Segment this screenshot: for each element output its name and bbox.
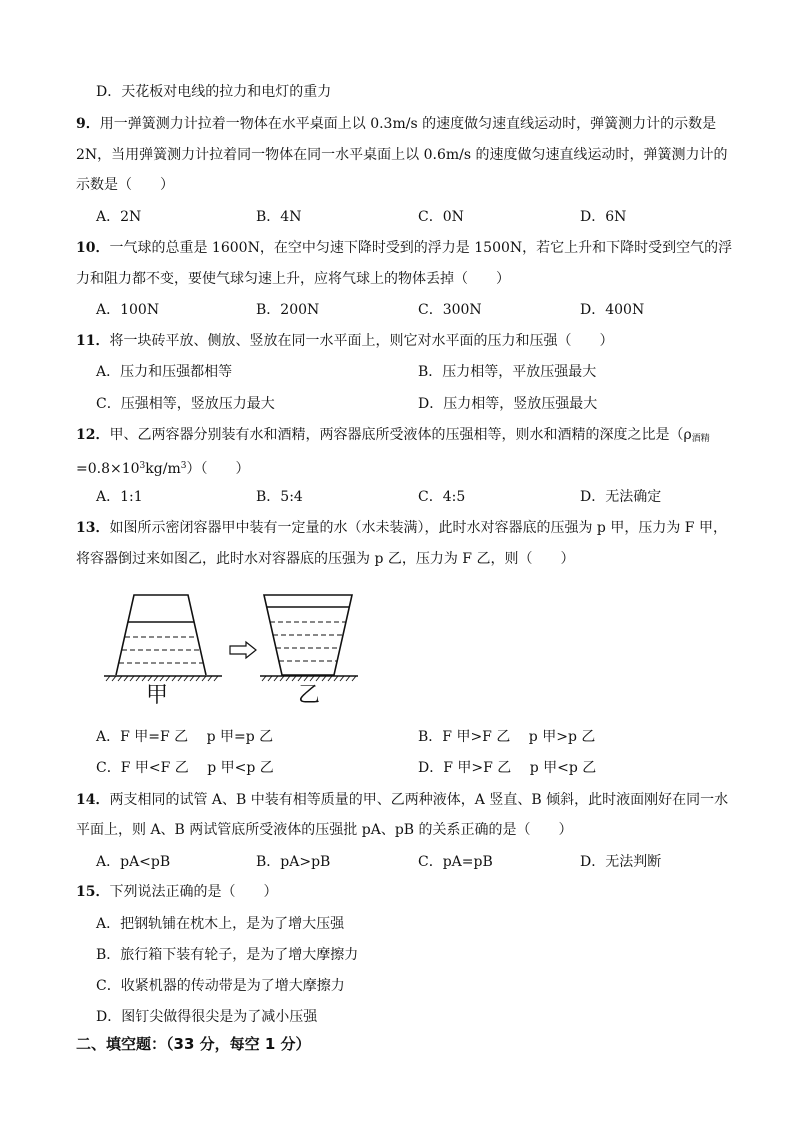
q13-line2: 将容器倒过来如图乙，此时水对容器底的压强为 p 乙，压力为 F 乙，则（ ）: [76, 551, 575, 567]
q13-option-b: B．F 甲>F 乙 p 甲>p 乙: [418, 729, 596, 745]
q9-option-a: A．2N: [96, 209, 142, 225]
q13-option-a: A．F 甲=F 乙 p 甲=p 乙: [96, 729, 274, 745]
q14-line2: 平面上，则 A、B 两试管底所受液体的压强批 pA、pB 的关系正确的是（ ）: [76, 822, 573, 838]
q9-line1: [76, 114, 716, 134]
container-jia: [104, 595, 222, 681]
q12-rho-subscript: 酒精: [691, 434, 710, 444]
q13-figure-label-yi: 乙: [298, 683, 321, 708]
q13-text1: 如图所示密闭容器甲中装有一定量的水（水未装满），此时水对容器底的压强为 p 甲，压力为 F 甲，: [109, 520, 727, 536]
q10-option-b: B．200N: [256, 302, 320, 318]
q9-text1: 用一弹簧测力计拉着一物体在水平桌面上以 0.3m/s 的速度做匀速直线运动时，弹簧测力计的示数是: [99, 116, 717, 132]
q9-number: 9．: [76, 116, 100, 132]
q14-option-a: A．pA<pB: [96, 854, 171, 870]
q9-option-d: D．6N: [580, 209, 627, 225]
q10-line1: [76, 238, 732, 258]
q11-option-a: A．压力和压强都相等: [96, 364, 233, 380]
q13-container-figure: [100, 585, 360, 715]
q13-line1: [76, 518, 727, 538]
q11-text1: 将一块砖平放、侧放、竖放在同一水平面上，则它对水平面的压力和压强（ ）: [109, 333, 614, 349]
q12-line2: [76, 456, 249, 479]
q14-option-d: D．无法判断: [580, 854, 662, 870]
q12-option-b: B．5:4: [256, 489, 303, 505]
q10-line2: 力和阻力都不变，要使气球匀速上升，应将气球上的物体丢掉（ ）: [76, 271, 510, 287]
q11-line1: [76, 331, 613, 351]
q15-line1: [76, 882, 277, 902]
q12-density-unit-exp: 3: [180, 461, 187, 471]
q13-option-d: D．F 甲>F 乙 p 甲<p 乙: [418, 760, 597, 776]
q11-option-c: C．压强相等，竖放压力最大: [96, 396, 275, 412]
q12-density-exp: 3: [139, 461, 146, 471]
q15-number: 15．: [76, 884, 110, 900]
q14-option-b: B．pA>pB: [256, 854, 331, 870]
q10-option-d: D．400N: [580, 302, 645, 318]
q13-number: 13．: [76, 520, 110, 536]
q12-density-a: =0.8×10: [76, 461, 140, 477]
q9-line2: 2N，当用弹簧测力计拉着同一物体在同一水平桌面上以 0.6m/s 的速度做匀速直线运动时，弹簧测力计的: [76, 147, 728, 163]
q10-number: 10．: [76, 240, 110, 256]
q12-text1: 甲、乙两容器分别装有水和酒精，两容器底所受液体的压强相等，则水和酒精的深度之比是（ρ: [109, 427, 692, 443]
q15-option-a: A．把钢轨铺在枕木上，是为了增大压强: [96, 916, 345, 932]
q9-line3: 示数是（ ）: [76, 177, 174, 193]
container-yi: [260, 595, 358, 681]
q13-option-c: C．F 甲<F 乙 p 甲<p 乙: [96, 760, 274, 776]
q15-option-c: C．收紧机器的传动带是为了增大摩擦力: [96, 978, 345, 994]
q12-option-a: A．1:1: [96, 489, 143, 505]
q8-option-d: D．天花板对电线的拉力和电灯的重力: [96, 84, 332, 100]
q12-number: 12．: [76, 427, 110, 443]
q12-density-tail: ）（ ）: [186, 461, 250, 477]
q10-option-a: A．100N: [96, 302, 160, 318]
section-heading-fill-in: 二、填空题：（33 分，每空 1 分）: [76, 1035, 311, 1053]
q14-option-c: C．pA=pB: [418, 854, 493, 870]
q12-option-d: D．无法确定: [580, 489, 662, 505]
q11-option-b: B．压力相等，平放压强最大: [418, 364, 597, 380]
q10-option-c: C．300N: [418, 302, 482, 318]
q15-text1: 下列说法正确的是（ ）: [109, 884, 278, 900]
q15-option-b: B．旅行箱下装有轮子，是为了增大摩擦力: [96, 947, 359, 963]
q13-figure-label-jia: 甲: [146, 683, 169, 708]
q12-density-unit: kg/m: [145, 461, 181, 477]
q14-number: 14．: [76, 792, 110, 808]
q9-option-c: C．0N: [418, 209, 464, 225]
q12-option-c: C．4:5: [418, 489, 466, 505]
q11-number: 11．: [76, 333, 110, 349]
q14-text1: 两支相同的试管 A、B 中装有相等质量的甲、乙两种液体，A 竖直、B 倾斜，此时液面刚好在同一水: [109, 792, 729, 808]
q10-text1: 一气球的总重是 1600N，在空中匀速下降时受到的浮力是 1500N，若它上升和下降时受到空气的浮: [109, 240, 733, 256]
right-arrow-icon: [230, 642, 256, 658]
q9-option-b: B．4N: [256, 209, 302, 225]
q11-option-d: D．压力相等，竖放压强最大: [418, 396, 598, 412]
q12-line1: [76, 425, 710, 449]
q14-line1: [76, 790, 728, 810]
q15-option-d: D．图钉尖做得很尖是为了减小压强: [96, 1009, 318, 1025]
